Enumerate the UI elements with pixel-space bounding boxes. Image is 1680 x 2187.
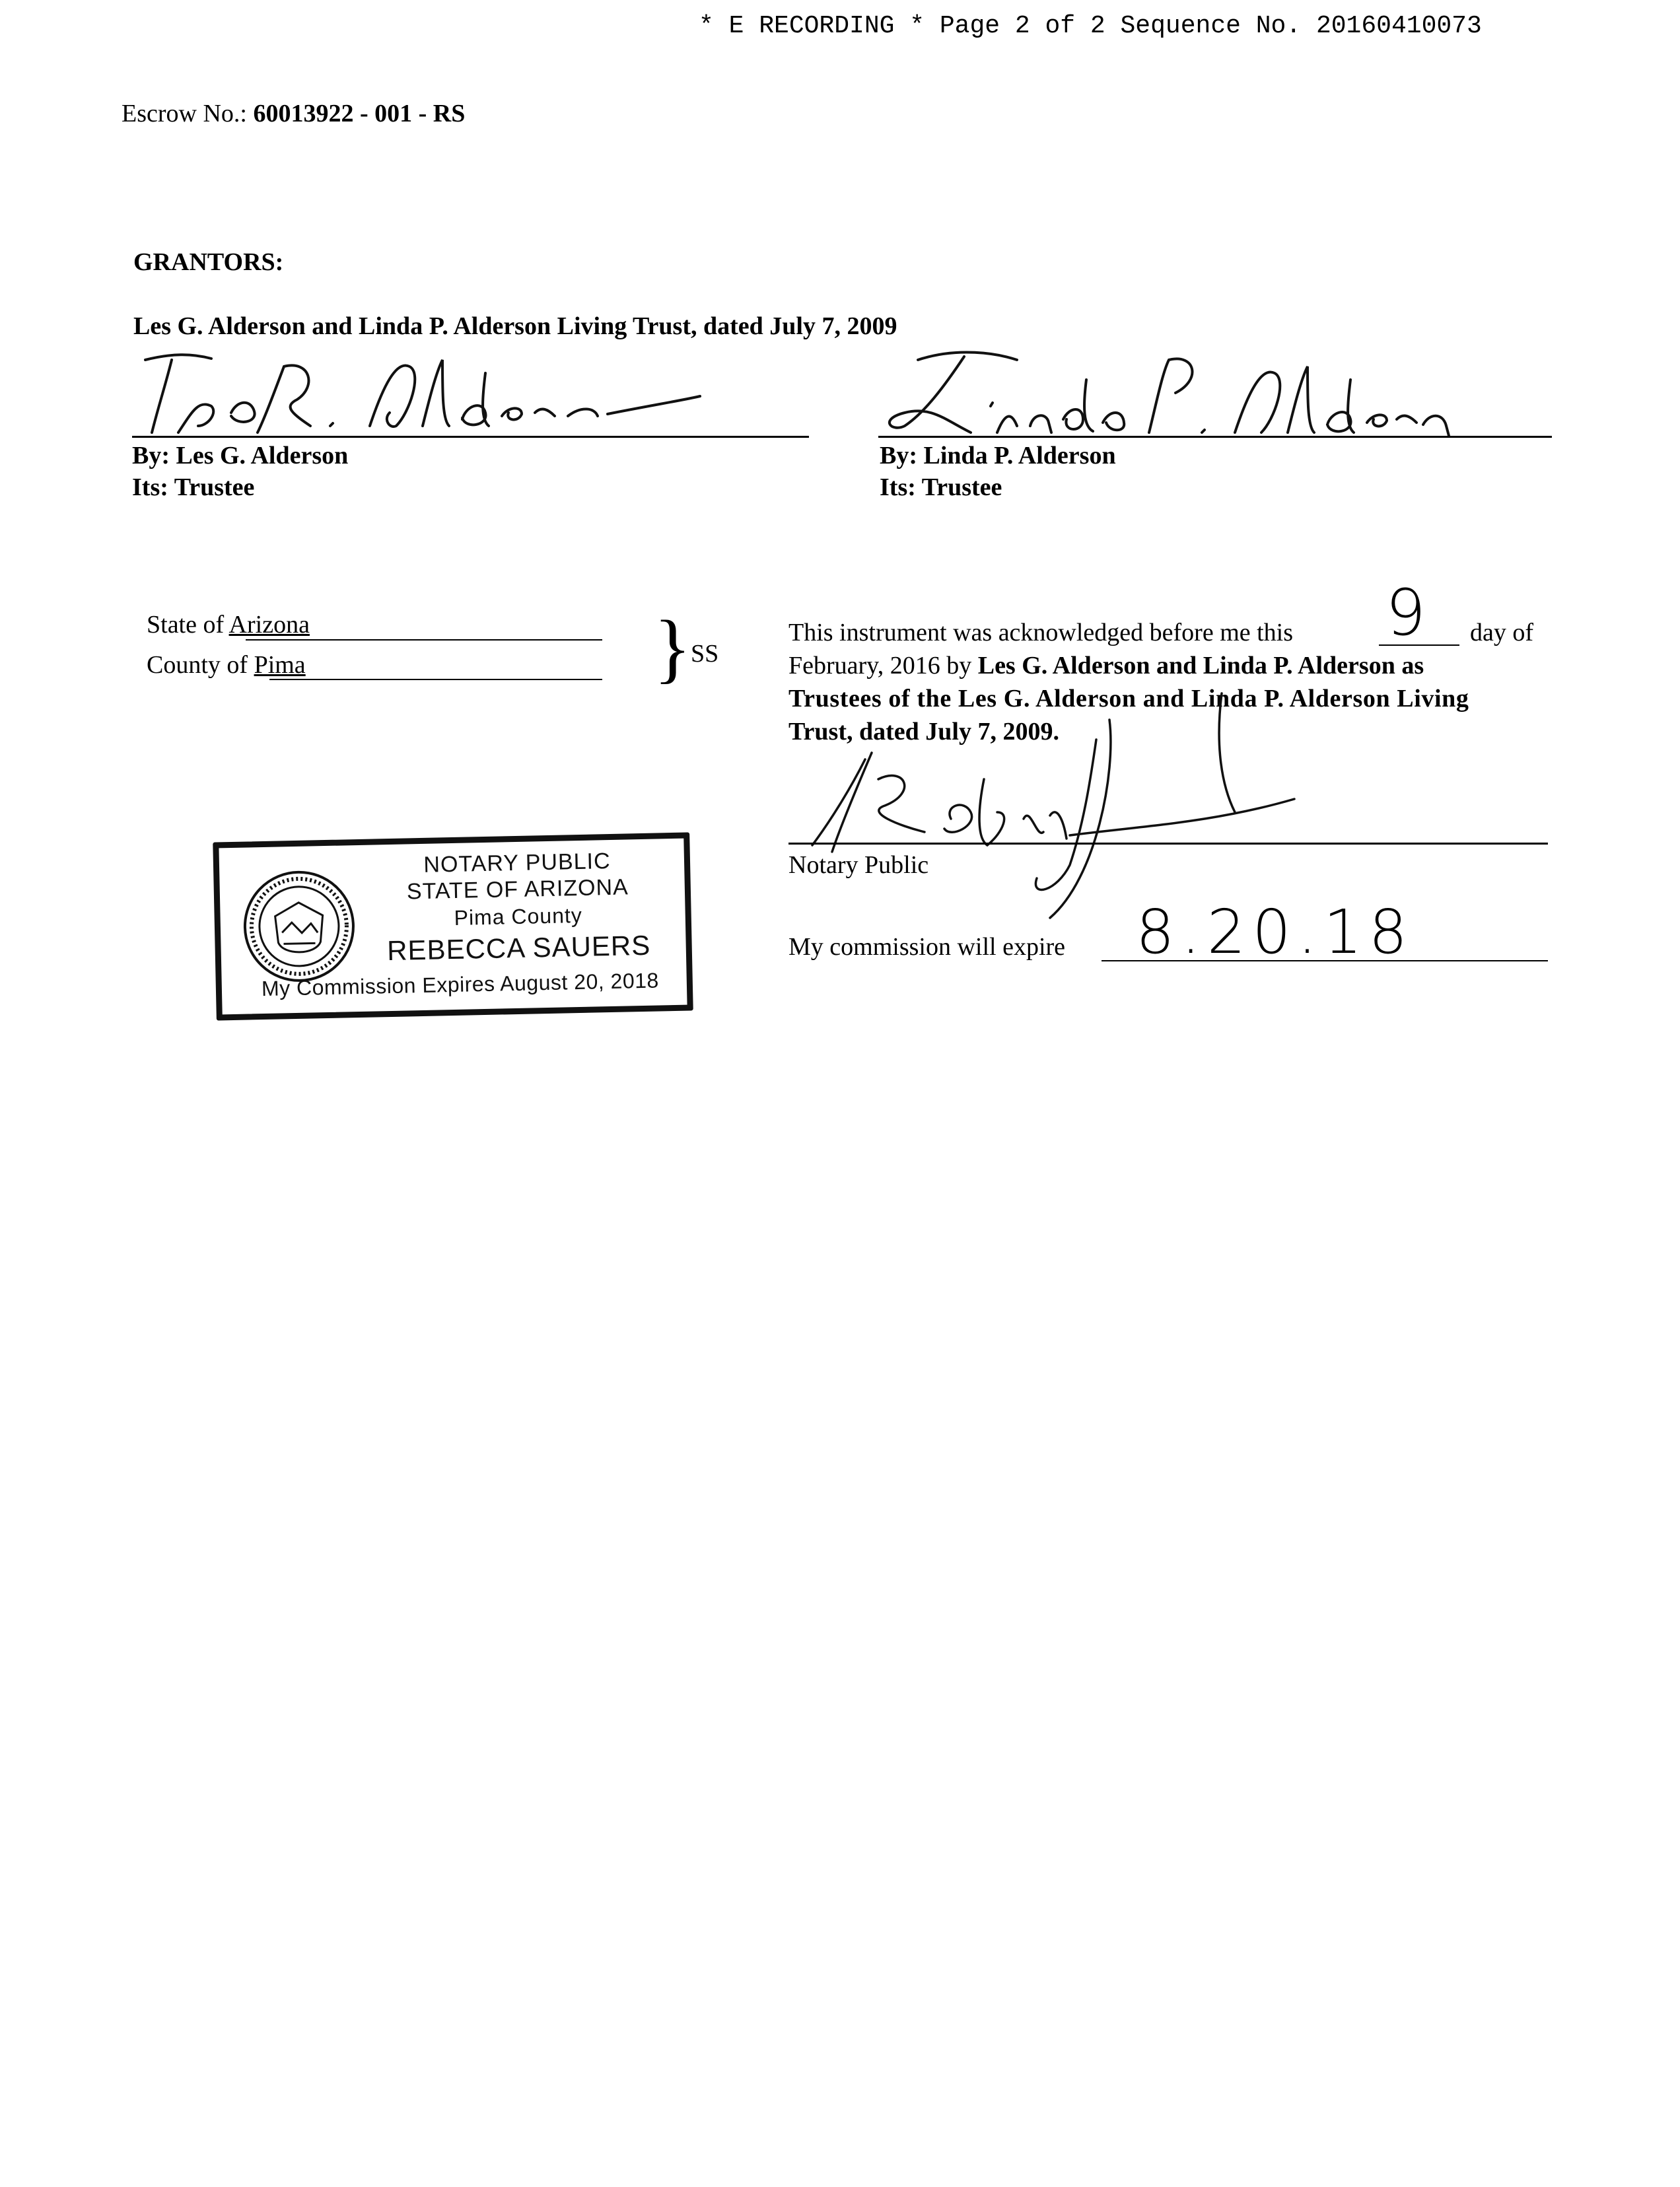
county-underline [269, 679, 602, 680]
stamp-line-5: My Commission Expires August 20, 2018 [261, 968, 660, 1001]
ack-line2-bold: Les G. Alderson and Linda P. Alderson as [977, 652, 1424, 679]
ack-line-3: Trustees of the Les G. Alderson and Linda P. Alderson Living [788, 685, 1469, 712]
notary-stamp [213, 832, 693, 1020]
escrow-number: 60013922 - 001 - RS [253, 100, 466, 127]
stamp-line-1: NOTARY PUBLIC [423, 848, 611, 878]
escrow-line [122, 99, 465, 128]
escrow-label: Escrow No.: [122, 100, 247, 127]
recording-header: * E RECORDING * Page 2 of 2 Sequence No. 20160410073 [699, 12, 1482, 40]
county-line [147, 650, 306, 679]
state-value: Arizona [228, 611, 310, 639]
notary-label: Notary Public [788, 851, 929, 879]
state-label: State of [147, 611, 225, 639]
signature-linda-alderson [865, 340, 1459, 446]
signer1-its: Its: Trustee [132, 473, 255, 501]
stamp-line-3: Pima County [454, 903, 583, 930]
state-line [147, 610, 310, 639]
ack-day-handwritten: 9 [1385, 576, 1426, 650]
commission-underline [1102, 960, 1548, 961]
signer2-by: By: Linda P. Alderson [880, 442, 1116, 469]
county-value: Pima [254, 651, 306, 679]
ack-line1-pre: This instrument was acknowledged before me this [788, 619, 1294, 646]
signature-line-2 [878, 436, 1552, 438]
brace-symbol: } [654, 604, 691, 691]
stamp-line-2: STATE OF ARIZONA [406, 874, 629, 905]
trust-name: Les G. Alderson and Linda P. Alderson Living Trust, dated July 7, 2009 [133, 312, 897, 340]
ack-line1-post: day of [1470, 619, 1534, 646]
ack-day-underline [1379, 644, 1459, 646]
signature-line-1 [132, 436, 809, 438]
notary-signature-line [788, 843, 1548, 845]
grantors-heading: GRANTORS: [133, 248, 284, 276]
ack-line-2 [788, 651, 1424, 680]
ack-line2-plain: February, 2016 by [788, 652, 972, 679]
arizona-seal-icon [241, 868, 357, 985]
signer2-its: Its: Trustee [880, 473, 1002, 501]
commission-label: My commission will expire [788, 933, 1066, 961]
signature-les-alderson [132, 333, 713, 439]
stamp-line-4: REBECCA SAUERS [386, 929, 651, 967]
state-underline [246, 639, 602, 641]
commission-date-handwritten: 8.20.18 [1136, 897, 1415, 967]
ack-line-4: Trust, dated July 7, 2009. [788, 718, 1059, 746]
county-label: County of [147, 651, 248, 679]
ack-line-1 [788, 618, 1541, 647]
signer1-by: By: Les G. Alderson [132, 442, 349, 469]
ss-label: SS [691, 640, 719, 668]
